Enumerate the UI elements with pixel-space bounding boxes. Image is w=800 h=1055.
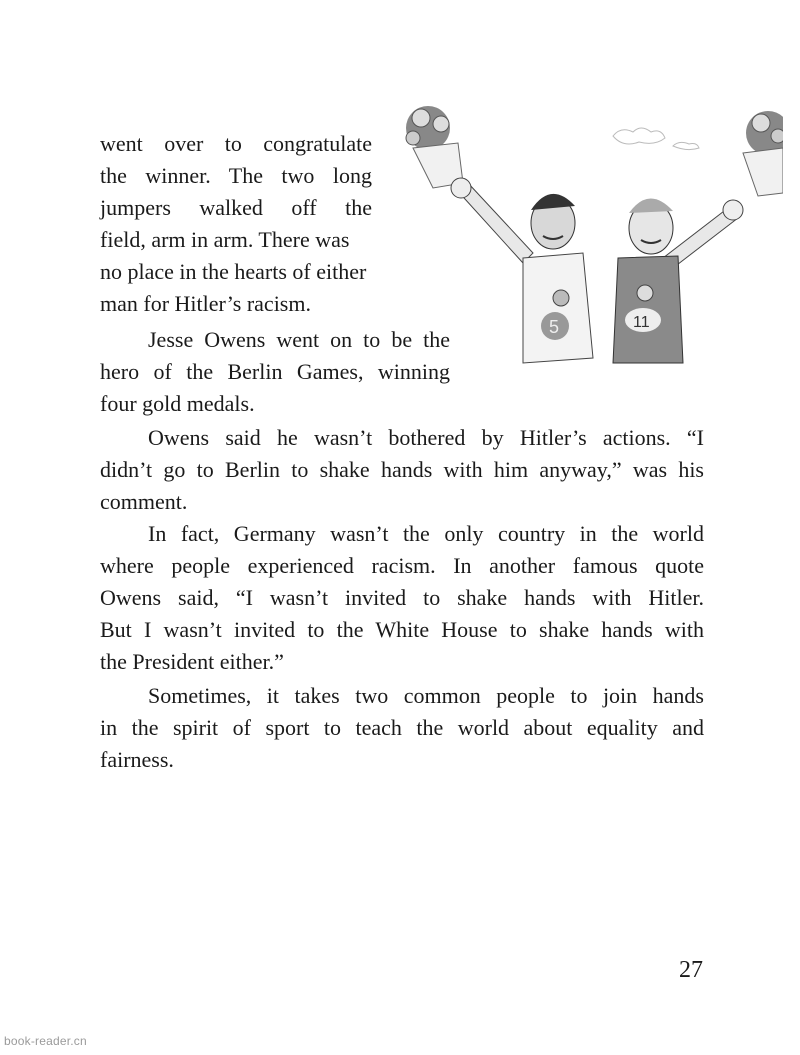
cloud-icon xyxy=(613,128,699,150)
text-line: went over to congratulate xyxy=(100,131,372,156)
text-line: in the spirit of sport to teach the world about equality and xyxy=(100,715,704,740)
bouquet-left-icon xyxy=(406,106,463,188)
text-line: no place in the hearts of either xyxy=(100,259,367,284)
text-line: didn’t go to Berlin to shake hands with him anyway,” was his xyxy=(100,457,704,482)
athlete-left xyxy=(523,194,593,363)
text-line: hero of the Berlin Games, winning xyxy=(100,359,450,384)
text-line: fairness. xyxy=(100,747,174,772)
text-line: man for Hitler’s racism. xyxy=(100,291,311,316)
text-line: Owens said, “I wasn’t invited to shake hands with Hitler. xyxy=(100,585,704,610)
paragraph-start: Owens said he wasn’t bothered by Hitler’s actions. “I xyxy=(148,425,704,450)
bouquet-right-icon xyxy=(743,111,783,196)
paragraph-start: Jesse Owens went on to be the xyxy=(148,327,450,352)
text-line: the President either.” xyxy=(100,649,284,674)
watermark: book-reader.cn xyxy=(4,1034,87,1048)
svg-text:5: 5 xyxy=(549,317,560,337)
text-line: four gold medals. xyxy=(100,391,255,416)
page-number: 27 xyxy=(679,957,703,983)
text-line: But I wasn’t invited to the White House to shake hands with xyxy=(100,617,704,642)
athlete-right xyxy=(613,198,683,363)
text-line: comment. xyxy=(100,489,188,514)
paragraph-start: In fact, Germany wasn’t the only country in the world xyxy=(148,521,704,546)
text-line: the winner. The two long xyxy=(100,163,372,188)
text-line: where people experienced racism. In another famous quote xyxy=(100,553,704,578)
text-line: jumpers walked off the xyxy=(100,195,372,220)
paragraph-start: Sometimes, it takes two common people to join hands xyxy=(148,683,704,708)
text-line: field, arm in arm. There was xyxy=(100,227,350,252)
svg-text:11: 11 xyxy=(633,314,650,331)
